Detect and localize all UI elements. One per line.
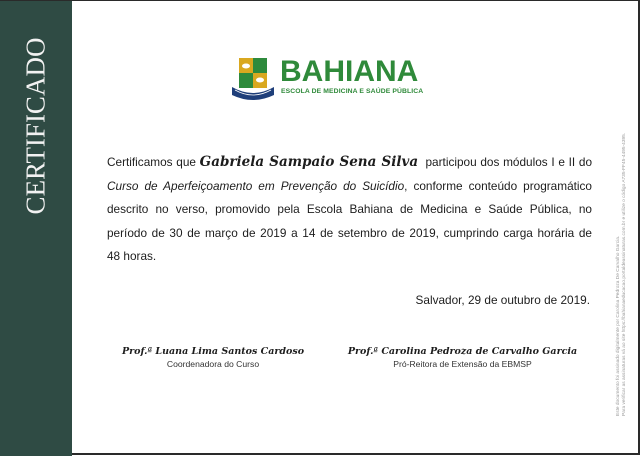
content-text: , conforme conteúdo programático (404, 178, 592, 193)
university-crest-icon (230, 55, 276, 103)
body-line-5: 48 horas. (107, 249, 157, 263)
certificate-heading: CERTIFICADO (20, 37, 51, 215)
certificate-body (107, 151, 592, 269)
brand-subtitle: ESCOLA DE MEDICINA E SAÚDE PÚBLICA (281, 88, 424, 95)
institution-logo (230, 55, 424, 105)
digital-signature-note (616, 36, 628, 416)
verification-line-2: Para verificar as assinaturas vá ao site https://bahianaeducacao.portaldeassinaturas.com.br e utilize o código A735-FF45-4495-4395. (622, 132, 627, 416)
signatory-role: Pró-Reitora de Extensão da EBMSP (393, 359, 532, 369)
sidebar-band (0, 1, 72, 456)
signatory-name: Prof.ª Carolina Pedroza de Carvalho Garcia (347, 346, 578, 357)
body-line-4: período de 30 de março de 2019 a 14 de setembro de 2019, cumprindo carga horária de (107, 225, 592, 240)
signature-pro-rector (345, 346, 580, 369)
participation-text: participou dos módulos I e II do (425, 155, 593, 169)
course-name: Curso de Aperfeiçoamento em Prevenção do Suicídio (107, 178, 405, 193)
brand-name: BAHIANA (280, 55, 419, 88)
body-line-1 (107, 151, 592, 175)
recipient-name: Gabriela Sampaio Sena Silva (199, 154, 419, 170)
intro-text: Certificamos que (107, 155, 196, 169)
body-line-3: descrito no verso, promovido pela Escola Bahiana de Medicina e Saúde Pública, no (107, 202, 592, 216)
signatory-name: Prof.ª Luana Lima Santos Cardoso (121, 346, 305, 357)
signature-coordinator (118, 346, 308, 369)
place-date: Salvador, 29 de outubro de 2019. (415, 293, 590, 307)
signatory-role: Coordenadora do Curso (166, 359, 260, 369)
body-line-2 (107, 175, 592, 199)
verification-line-1: Este documento foi assinado digitalmente por Carolina Pedroza De Carvalho Garcia. (616, 235, 621, 416)
